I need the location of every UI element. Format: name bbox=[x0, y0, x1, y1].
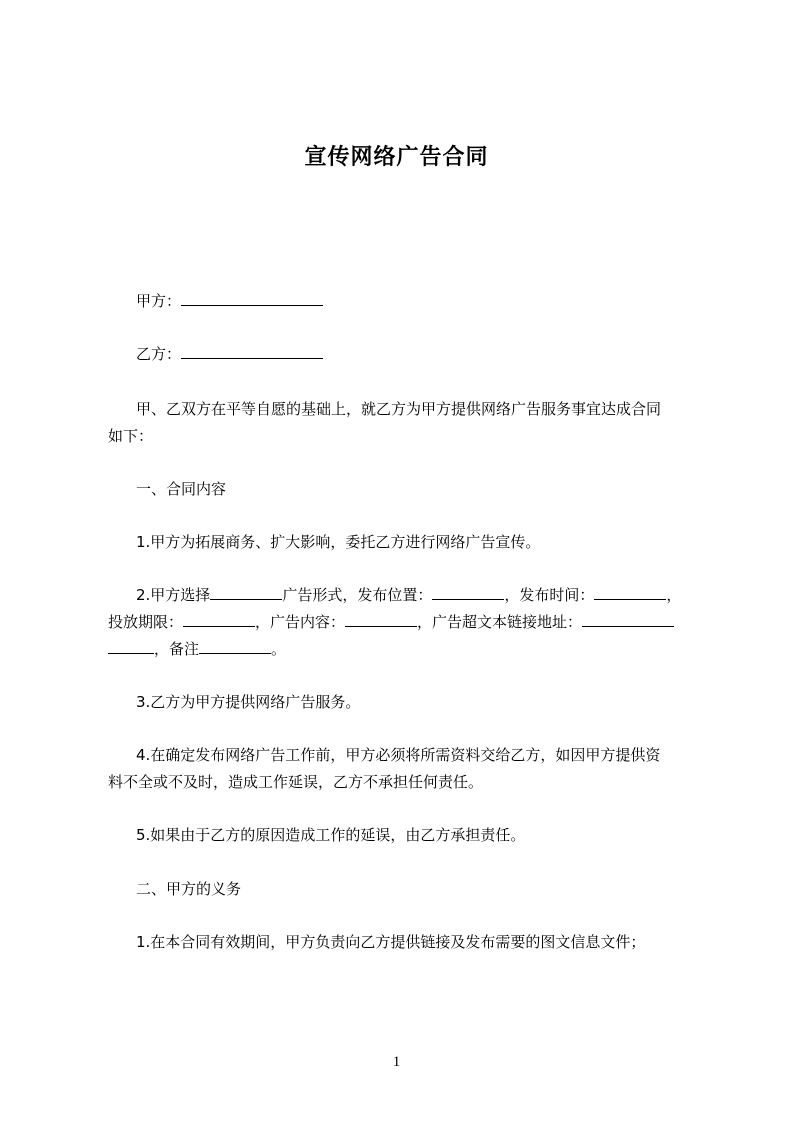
position-blank bbox=[432, 584, 504, 600]
document-title: 宣传网络广告合同 bbox=[304, 145, 489, 170]
period-blank bbox=[183, 611, 255, 627]
clause-1-2-text-a: 2.甲方选择 bbox=[136, 586, 211, 604]
party-a-label: 甲方： bbox=[136, 292, 182, 310]
section-1-heading: 一、合同内容 bbox=[136, 480, 227, 498]
clause-1-2-text-g: ，广告超文本链接地址： bbox=[417, 613, 583, 631]
link-address-blank-cont bbox=[108, 638, 154, 654]
party-a-blank bbox=[181, 290, 323, 306]
ad-form-blank bbox=[210, 584, 282, 600]
clause-1-2-text-e: 投放期限： bbox=[108, 613, 184, 631]
clause-1-2-text-c: ，发布时间： bbox=[504, 586, 595, 604]
clause-2-1: 1.在本合同有效期间，甲方负责向乙方提供链接及发布需要的图文信息文件； bbox=[136, 933, 646, 951]
clause-1-2-text-b: 广告形式，发布位置： bbox=[282, 586, 433, 604]
clause-1-5: 5.如果由于乙方的原因造成工作的延误，由乙方承担责任。 bbox=[136, 826, 526, 844]
clause-1-2-text-f: ，广告内容： bbox=[255, 613, 346, 631]
remarks-blank bbox=[199, 638, 271, 654]
clause-1-2-text-d: ， bbox=[666, 586, 682, 604]
link-address-blank bbox=[582, 611, 674, 627]
intro-paragraph-line-1: 甲、乙双方在平等自愿的基础上，就乙方为甲方提供网络广告服务事宜达成合同 bbox=[136, 400, 662, 418]
clause-1-2-text-h: ，备注 bbox=[154, 640, 200, 658]
page-number: 1 bbox=[392, 1054, 401, 1070]
clause-1-2-line-3 bbox=[108, 636, 700, 663]
clause-1-4-line-1: 4.在确定发布网络广告工作前，甲方必须将所需资料交给乙方，如因甲方提供资 bbox=[136, 746, 661, 764]
publish-time-blank bbox=[594, 584, 666, 600]
content-blank bbox=[345, 611, 417, 627]
clause-1-1: 1.甲方为拓展商务、扩大影响，委托乙方进行网络广告宣传。 bbox=[136, 533, 541, 551]
party-a-line bbox=[108, 288, 700, 315]
intro-paragraph-line-2: 如下： bbox=[108, 427, 154, 445]
clause-1-3: 3.乙方为甲方提供网络广告服务。 bbox=[136, 693, 361, 711]
party-b-label: 乙方： bbox=[136, 345, 182, 363]
party-b-blank bbox=[181, 343, 323, 359]
party-b-line bbox=[108, 341, 700, 368]
section-2-heading: 二、甲方的义务 bbox=[136, 880, 242, 898]
clause-1-2-line-2 bbox=[108, 609, 700, 636]
clause-1-2-line-1 bbox=[108, 582, 700, 609]
clause-1-2-text-i: 。 bbox=[271, 640, 287, 658]
clause-1-4-line-2: 料不全或不及时，造成工作延误，乙方不承担任何责任。 bbox=[108, 773, 484, 791]
